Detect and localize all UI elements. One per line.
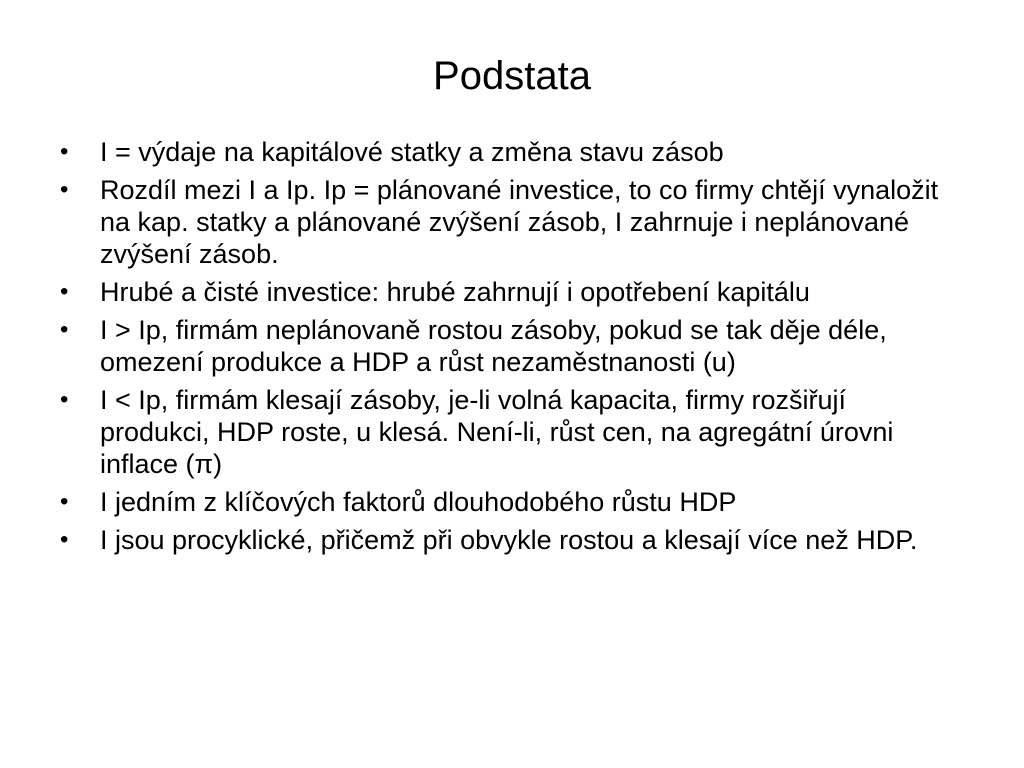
bullet-item xyxy=(57,276,957,308)
bullet-text: Rozdíl mezi I a Ip. Ip = plánované investice, to co firmy chtějí vynaložit na kap. statky a plánované zvýšení zásob, I zahrnuje i neplánované zvýšení zásob. xyxy=(100,175,939,269)
bullet-dot-icon: • xyxy=(60,138,69,165)
bullet-item xyxy=(57,486,957,518)
bullet-item xyxy=(57,136,957,168)
bullet-text: I jedním z klíčových faktorů dlouhodobého růstu HDP xyxy=(100,487,737,517)
bullet-item xyxy=(57,174,957,270)
bullet-dot-icon: • xyxy=(60,526,69,553)
bullet-dot-icon: • xyxy=(60,386,69,413)
bullet-text: I > Ip, firmám neplánovaně rostou zásoby, pokud se tak děje déle, omezení produkce a HDP a růst nezaměstnanosti (u) xyxy=(100,315,887,377)
bullet-list xyxy=(57,136,957,562)
bullet-dot-icon: • xyxy=(60,488,69,515)
bullet-dot-icon: • xyxy=(60,176,69,203)
bullet-item xyxy=(57,384,957,480)
bullet-dot-icon: • xyxy=(60,278,69,305)
bullet-dot-icon: • xyxy=(60,316,69,343)
bullet-text: I jsou procyklické, přičemž při obvykle rostou a klesají více než HDP. xyxy=(100,525,918,555)
bullet-text: I = výdaje na kapitálové statky a změna stavu zásob xyxy=(100,137,724,167)
bullet-text: I < Ip, firmám klesají zásoby, je-li volná kapacita, firmy rozšiřují produkci, HDP roste, u klesá. Není-li, růst cen, na agregátní úrovni inflace (π) xyxy=(100,385,894,479)
bullet-item xyxy=(57,524,957,556)
bullet-item xyxy=(57,314,957,378)
slide-title: Podstata xyxy=(433,54,591,98)
bullet-text: Hrubé a čisté investice: hrubé zahrnují i opotřebení kapitálu xyxy=(100,277,810,307)
